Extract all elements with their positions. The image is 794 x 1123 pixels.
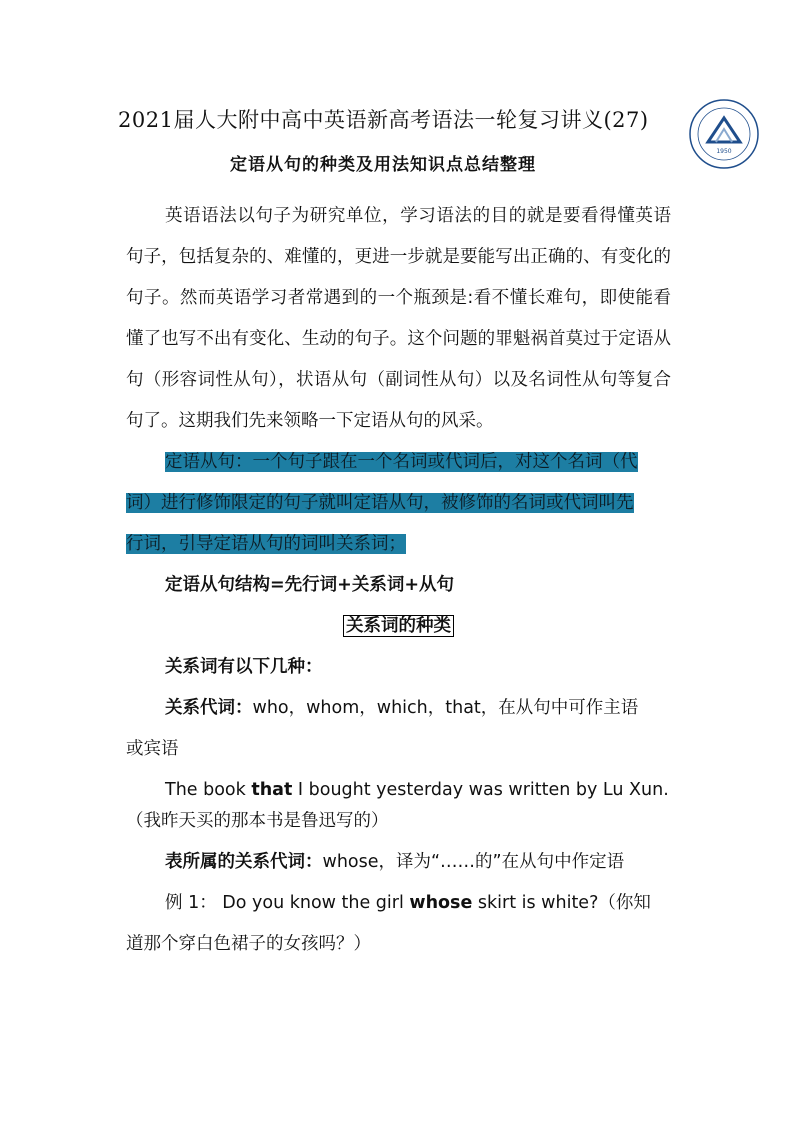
example-2-continuation: 道那个穿白色裙子的女孩吗？）: [126, 934, 371, 954]
possessive-text: whose，译为“……的”在从句中作定语: [322, 852, 625, 872]
school-logo: [688, 98, 760, 170]
intro-paragraph: 英语语法以句子为研究单位，学习语法的目的就是要看得懂英语句子，包括复杂的、难懂的，更进一步就是要能写出正确的、有变化的句子。然而英语学习者常遇到的一个瓶颈是:看不懂长难句，即使能看懂了也写不出有变化、生动的句子。这个问题的罪魁祸首莫过于定语从句（形容词性从句），状语从句（副词性从句）以及名词性从句等复合句了。这期我们先来领略一下定语从句的风采。: [126, 206, 671, 431]
definition-line-1: 定语从句：一个句子跟在一个名词或代词后，对这个名词（代: [165, 452, 638, 472]
relative-pronoun-label: 关系代词：: [165, 698, 253, 718]
possessive-line: [126, 842, 671, 883]
example-1-translation: （我昨天买的那本书是鲁迅写的）: [126, 811, 389, 831]
relative-pronoun-line: [126, 688, 671, 729]
logo-year: 1950: [716, 148, 732, 155]
example-1-keyword: that: [251, 780, 293, 800]
example-1-sentence: The book that I bought yesterday was written by Lu Xun.: [165, 780, 669, 800]
possessive-label: 表所属的关系代词：: [165, 852, 323, 872]
document-title: 2021届人大附中高中英语新高考语法一轮复习讲义(27): [118, 108, 649, 132]
relative-pronoun-text: who，whom，which，that，在从句中可作主语: [252, 698, 639, 718]
section-heading: 关系词的种类: [343, 615, 454, 637]
definition-block: [126, 442, 671, 565]
example-2-keyword: whose: [409, 893, 473, 913]
relative-pronoun-continuation: 或宾语: [126, 739, 179, 759]
definition-line-3: 行词，引导定语从句的词叫关系词；: [126, 534, 406, 554]
document-body: [126, 196, 671, 965]
document-subtitle: 定语从句的种类及用法知识点总结整理: [230, 155, 536, 175]
definition-line-2: 词）进行修饰限定的句子就叫定语从句，被修饰的名词或代词叫先: [126, 493, 634, 513]
example-2-sentence: 例 1： Do you know the girl whose skirt is white?（你知: [165, 893, 651, 913]
types-intro: 关系词有以下几种：: [165, 657, 323, 677]
structure-formula: 定语从句结构=先行词+关系词+从句: [165, 575, 454, 595]
